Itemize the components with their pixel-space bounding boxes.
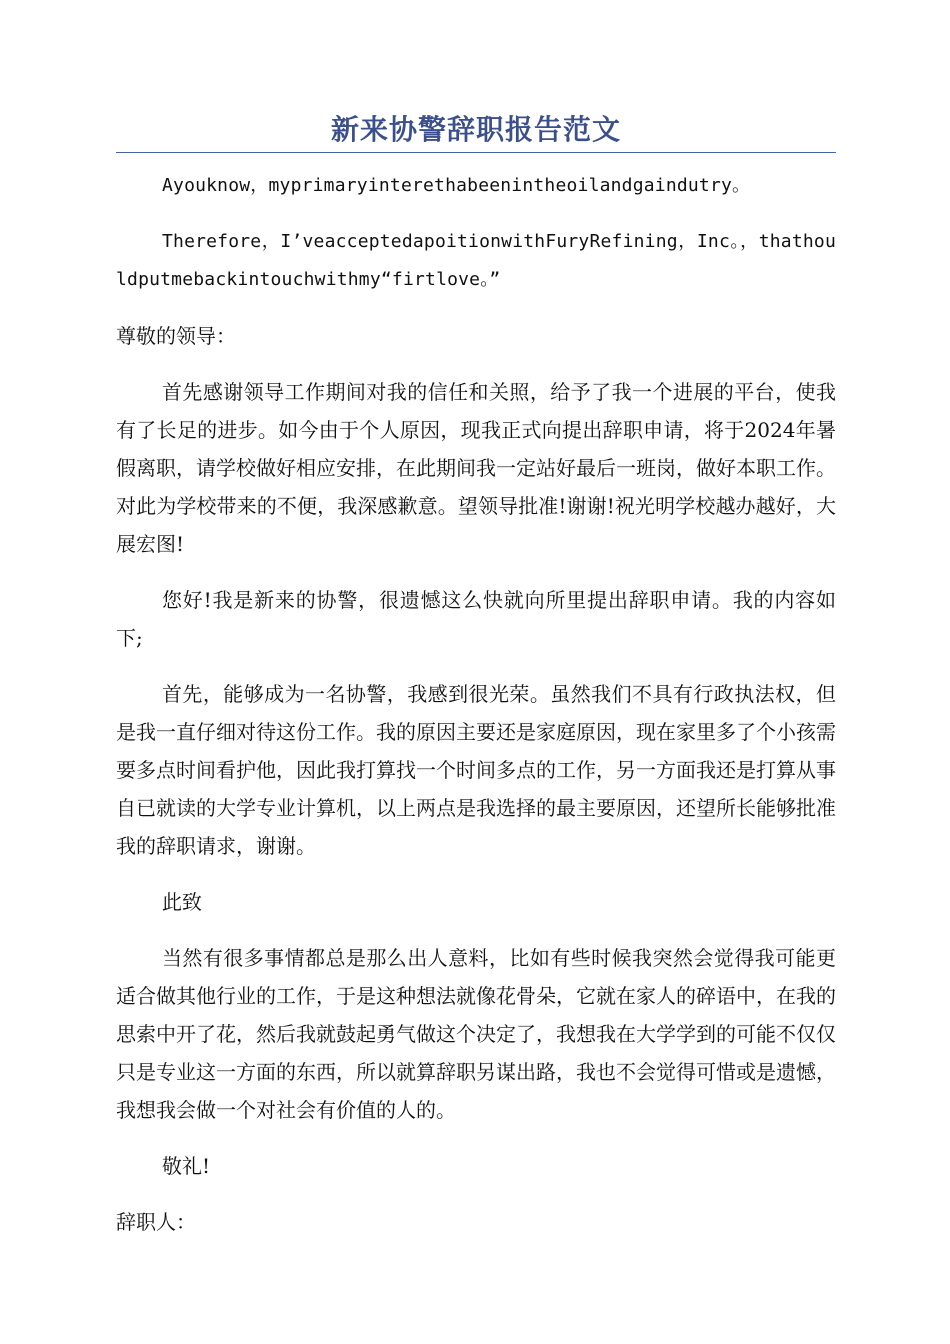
signature-line: 辞职人： (116, 1210, 196, 1234)
closing-jingli: 敬礼! (162, 1154, 211, 1178)
paragraph-reasons: 首先，能够成为一名协警，我感到很光荣。虽然我们不具有行政执法权，但是我一直仔细对待这份工作。我的原因主要还是家庭原因，现在家里多了个小孩需要多点时间看护他，因此我打算找一个时间多点的工作，另一方面我还是打算从事自已就读的大学专业计算机，以上两点是我选择的最主要原因，还望所长能够批准我的辞职请求，谢谢。 (116, 682, 836, 858)
document-page (116, 108, 836, 1259)
paragraph-thanks: 首先感谢领导工作期间对我的信任和关照，给予了我一个进展的平台，使我有了长足的进步。如今由于个人原因，现我正式向提出辞职申请，将于2024年暑假离职，请学校做好相应安排，在此期间我一定站好最后一班岗，做好本职工作。对此为学校带来的不便，我深感歉意。望领导批准!谢谢!祝光明学校越办越好，大展宏图! (116, 380, 836, 556)
paragraph-english-2: Therefore，I’veacceptedapoitionwithFuryRefining，Inc。，thathouldputmebackintouchwithmy“firtlove。” (116, 231, 836, 290)
paragraph-greeting: 您好!我是新来的协警，很遗憾这么快就向所里提出辞职申请。我的内容如下; (116, 588, 836, 650)
title-underline (116, 152, 836, 153)
paragraph-reflection: 当然有很多事情都总是那么出人意料，比如有些时候我突然会觉得我可能更适合做其他行业的工作，于是这种想法就像花骨朵，它就在家人的碎语中，在我的思索中开了花，然后我就鼓起勇气做这个决定了，我想我在大学学到的可能不仅仅只是专业这一方面的东西，所以就算辞职另谋出路，我也不会觉得可惜或是遗憾，我想我会做一个对社会有价值的人的。 (116, 946, 836, 1122)
paragraph-english-1: Ayouknow，myprimaryinterethabeenintheoilandgaindutry。 (162, 175, 751, 196)
salutation: 尊敬的领导： (116, 324, 236, 348)
document-title: 新来协警辞职报告范文 (330, 113, 621, 146)
closing-cizhi: 此致 (162, 890, 202, 914)
